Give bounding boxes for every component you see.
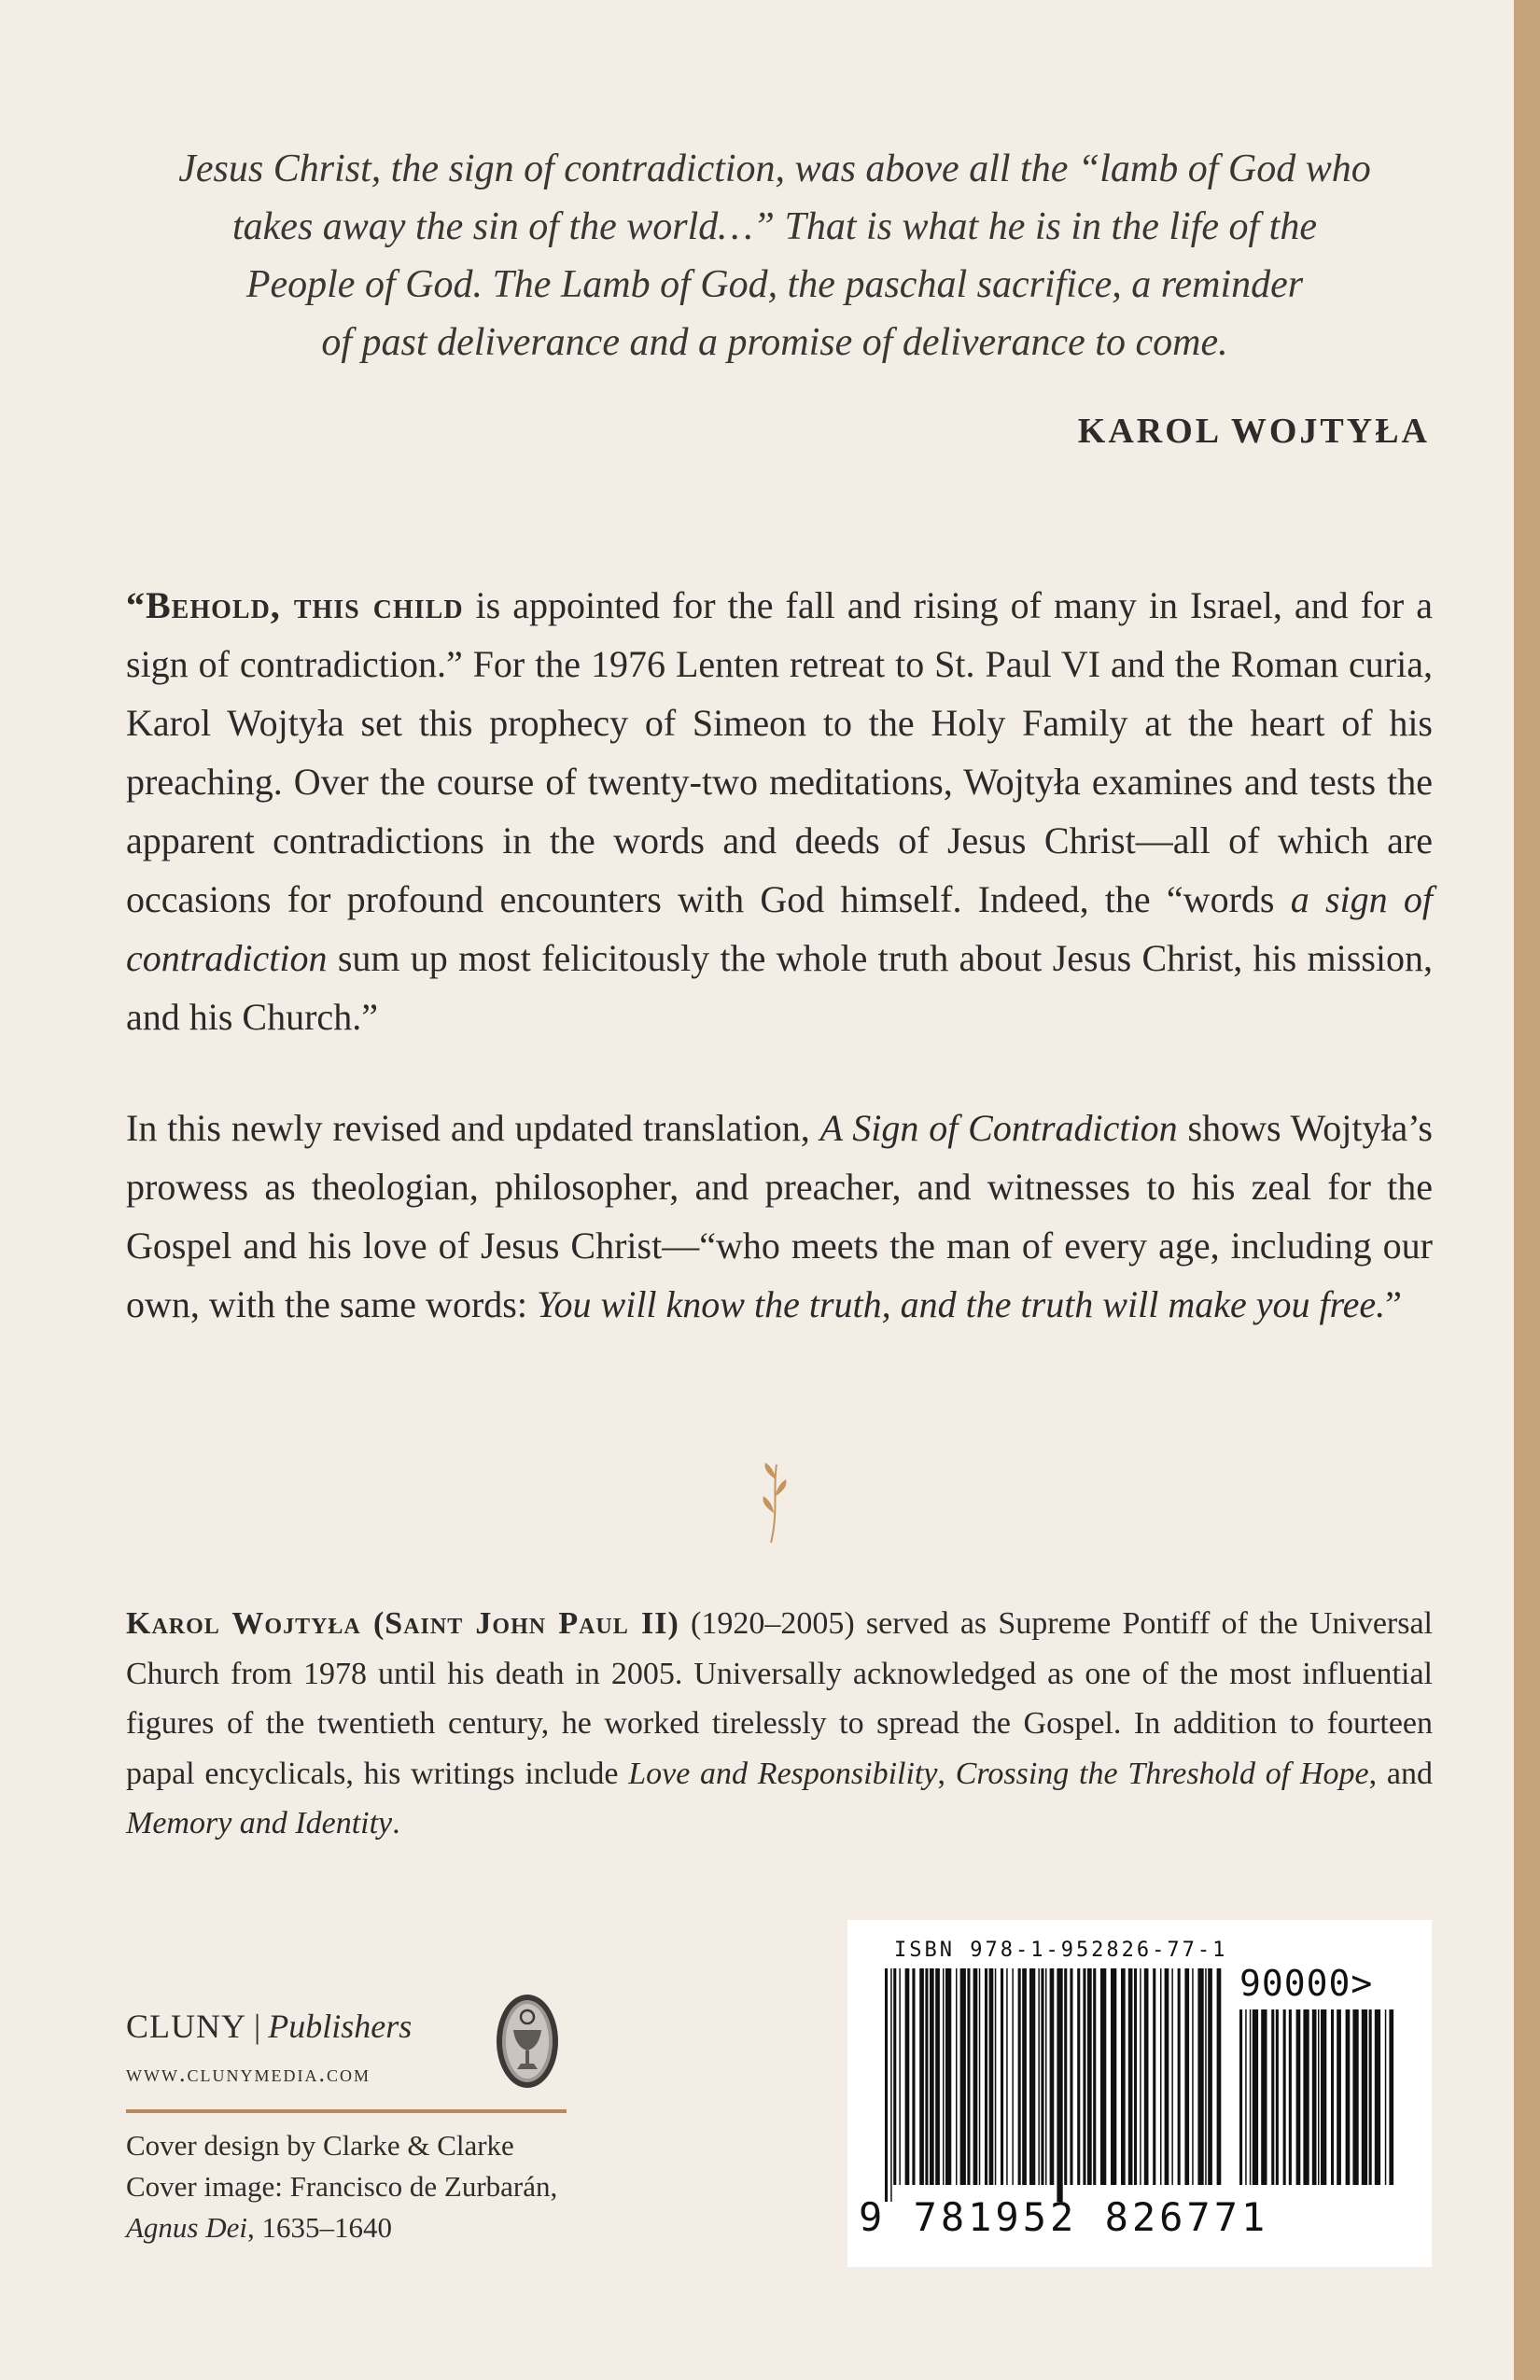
barcode-bar [1050, 1968, 1055, 2185]
isbn-label: ISBN 978-1-952826-77-1 [894, 1939, 1228, 1962]
bio-text: . [392, 1806, 400, 1841]
bio-text: (1920–2005) served as Supreme Pontiff of the Universal Church from 1978 until his death in 2005. Universally acknowledged as one of the most influential figures of the twentieth century, he worked tirelessly to spread the Gospel. In addition to fourteen papal encyclicals, his writings include [126, 1606, 1434, 1791]
paragraph-text: sum up most felicitously the whole truth about Jesus Christ, his mission, and his Church.” [126, 937, 1433, 1038]
barcode-bar [979, 1968, 981, 2185]
barcode-bar [1352, 2009, 1358, 2185]
barcode-bar [1038, 1968, 1040, 2185]
spine-strip [1514, 0, 1540, 2380]
quote-line: People of God. The Lamb of God, the paschal sacrifice, a reminder [245, 263, 1304, 306]
book-title: A Sign of Contradiction [819, 1107, 1178, 1149]
design-credit: Cover design by Clarke & Clarke [126, 2129, 514, 2162]
quote-author: KAROL WOJTYŁA [1077, 412, 1430, 451]
barcode-bar [995, 1968, 997, 2185]
barcode-bar [985, 1968, 987, 2185]
price-code: 90000> [1239, 1963, 1374, 2004]
barcode-bar [1165, 1968, 1169, 2185]
bio-text: , and [1368, 1756, 1433, 1791]
publisher-name [126, 2007, 412, 2046]
barcode-bar [1144, 1968, 1149, 2185]
publisher-url[interactable]: www.clunymedia.com [126, 2060, 371, 2087]
barcode-bar [1346, 2009, 1351, 2185]
barcode-bar [1245, 2009, 1247, 2185]
barcode-bar [1217, 1968, 1222, 2185]
leaf-sprig-icon [756, 1461, 793, 1545]
barcode-bar [1045, 1968, 1047, 2185]
barcode-bar [1018, 1968, 1021, 2185]
publisher-separator: | [254, 2008, 261, 2045]
barcode-bar [1239, 2009, 1242, 2185]
barcode-bar [1100, 1968, 1106, 2185]
paragraph-text: ” [1385, 1283, 1402, 1325]
author-name: Karol Wojtyła (Saint John Paul II) [126, 1606, 679, 1641]
divider-rule [126, 2109, 567, 2113]
barcode-bar [1029, 1968, 1035, 2185]
barcode-bar [1261, 2009, 1267, 2185]
barcode-bar [989, 1968, 994, 2185]
barcode-bar [1208, 1968, 1212, 2185]
barcode-bar [1012, 1968, 1014, 2185]
book-title: Crossing the Threshold of Hope [955, 1756, 1369, 1791]
barcode-bar [1070, 1968, 1072, 2185]
barcode-bar [956, 1968, 958, 2185]
barcode-bar [1289, 2009, 1292, 2185]
barcode-bar [1253, 2009, 1258, 2185]
barcode-bar [890, 1968, 892, 2202]
lead-in-phrase: “Behold, this child [126, 584, 464, 626]
artwork-credit [126, 2207, 557, 2248]
barcode-bar [1121, 1968, 1126, 2185]
author-bio [126, 1599, 1433, 1849]
barcode-bar [1001, 1968, 1003, 2185]
barcode-bar [1385, 2009, 1387, 2185]
artwork-dates: , 1635–1640 [247, 2211, 393, 2244]
cover-credits [126, 2125, 557, 2248]
publisher-subtitle: Publishers [268, 2008, 413, 2045]
artwork-title: Agnus Dei [126, 2211, 248, 2244]
image-credit: Cover image: Francisco de Zurbarán, [126, 2170, 558, 2203]
barcode-bar [1192, 1968, 1194, 2185]
description-paragraph-2 [126, 1099, 1433, 1334]
barcode-bar [1171, 1968, 1173, 2185]
barcode-bar [930, 1968, 934, 2185]
barcode-bars [885, 1968, 1228, 2202]
barcode-bar [1160, 1968, 1162, 2185]
barcode-bar [1077, 1968, 1080, 2185]
barcode-digits: 9 781952 826771 [859, 2194, 1269, 2240]
barcode-bar [1128, 1968, 1133, 2185]
barcode-bar [1006, 1968, 1008, 2185]
barcode-bar [1093, 1968, 1096, 2185]
barcode-bar [1389, 2009, 1393, 2185]
barcode-bar [1178, 1968, 1181, 2185]
barcode-bar [899, 1968, 901, 2185]
barcode-bar [943, 1968, 945, 2185]
barcode-bar [1321, 2009, 1326, 2185]
paragraph-text: is appointed for the fall and rising of many in Israel, and for a sign of contradiction.” For the 1976 Lenten retreat to St. Paul VI and the Roman curia, Karol Wojtyła set this prophecy of Simeon to the Holy Family at the heart of his preaching. Over the course of twenty-two meditations, Wojtyła examines and tests the apparent contradictions in the words and deeds of Jesus Christ—all of which are occasions for profound encounters with God himself. Indeed, the “words [126, 584, 1433, 920]
barcode-bar [1271, 2009, 1274, 2185]
barcode-bar [1022, 1968, 1027, 2185]
barcode-bar [973, 1968, 978, 2185]
barcode-bar [919, 1968, 924, 2185]
barcode-bar [1057, 1968, 1062, 2202]
barcode-bar [945, 1968, 951, 2185]
quote-line: Jesus Christ, the sign of contradiction, was above all the “lamb of God who [178, 147, 1371, 190]
barcode-addon-bars [1239, 2009, 1400, 2202]
barcode-bar [1276, 2009, 1279, 2185]
barcode-bar [1111, 1968, 1116, 2185]
epigraph-quote [121, 140, 1428, 371]
barcode-bar [1312, 2009, 1317, 2185]
quote-line: of past deliverance and a promise of deliverance to come. [321, 321, 1228, 364]
barcode-bar [893, 1968, 896, 2185]
barcode-bar [1205, 1968, 1207, 2185]
barcode-bar [1134, 1968, 1137, 2185]
description-paragraph-1 [126, 576, 1433, 1046]
barcode-bar [1087, 1968, 1092, 2185]
barcode-bar [1184, 1968, 1189, 2185]
barcode-bar [1064, 1968, 1067, 2185]
barcode-bar [1041, 1968, 1043, 2185]
barcode-bar [925, 1968, 928, 2185]
publisher-logo-text: CLUNY [126, 2008, 246, 2045]
barcode-bar [905, 1968, 910, 2185]
isbn-barcode [847, 1920, 1432, 2267]
paragraph-text: In this newly revised and updated translation, [126, 1107, 820, 1149]
barcode-bar [1303, 2009, 1309, 2185]
barcode-bar [1337, 2009, 1341, 2185]
barcode-bar [912, 1968, 915, 2185]
quote-line: takes away the sin of the world…” That is what he is in the life of the [232, 205, 1317, 248]
emphasis-phrase: a sign of contradiction [126, 878, 1433, 979]
barcode-bar [1318, 2009, 1320, 2185]
barcode-bar [1331, 2009, 1334, 2185]
scripture-quote: You will know the truth, and the truth will make you free. [536, 1283, 1386, 1325]
barcode-bar [1296, 2009, 1301, 2185]
barcode-bar [1153, 1968, 1155, 2185]
barcode-bar [1140, 1968, 1141, 2185]
barcode-bar [1250, 2009, 1252, 2185]
barcode-bar [1369, 2009, 1372, 2185]
barcode-bar [967, 1968, 970, 2185]
barcode-bar [1375, 2009, 1380, 2185]
barcode-bar [935, 1968, 940, 2185]
barcode-bar [1362, 2009, 1367, 2185]
chalice-seal-icon [495, 1993, 560, 2090]
barcode-bar [1283, 2009, 1286, 2185]
barcode-bar [1197, 1968, 1203, 2185]
bio-text: , [937, 1756, 956, 1791]
barcode-bar [960, 1968, 966, 2185]
barcode-bar [1083, 1968, 1085, 2185]
book-title: Love and Responsibility [628, 1756, 938, 1791]
book-title: Memory and Identity [126, 1806, 393, 1841]
paragraph-text: shows Wojtyła’s prowess as theologian, philosopher, and preacher, and witnesses to his zeal for the Gospel and his love of Jesus Christ—“who meets the man of every age, including our own, with the same words: [126, 1107, 1433, 1325]
barcode-bar [885, 1968, 888, 2202]
